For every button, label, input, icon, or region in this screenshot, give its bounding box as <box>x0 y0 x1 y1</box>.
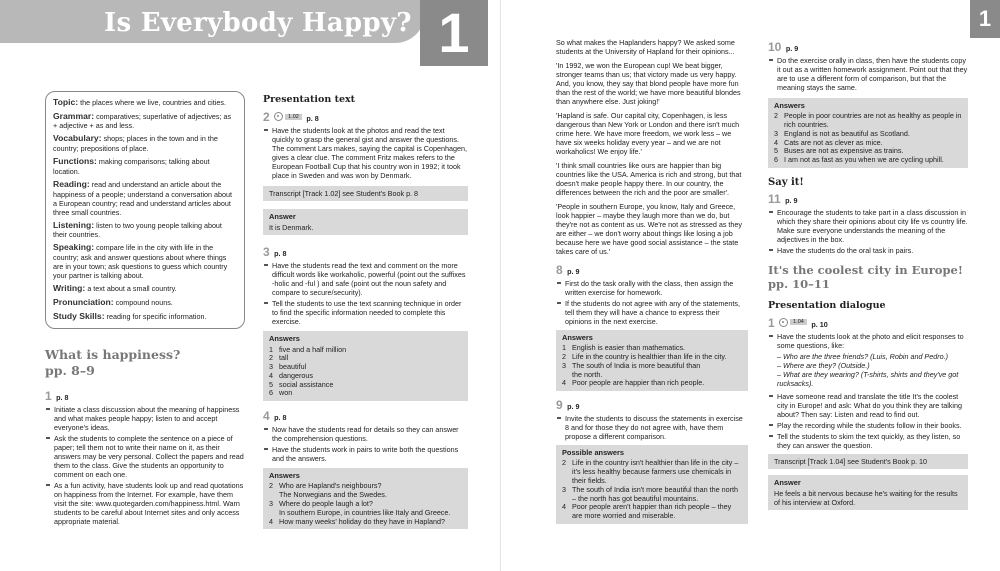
answer-item <box>562 503 742 521</box>
bullet: Tell the students to skim the text quickly, as they listen, so they can answer the question. <box>768 432 968 450</box>
answer-text: social assistance <box>279 379 334 389</box>
summary-item <box>53 156 237 176</box>
summary-label: Listening: <box>53 219 95 230</box>
exercise-page: p. 8 <box>274 249 287 259</box>
answers-heading: Answers <box>269 334 300 344</box>
exercise-number: 8 <box>556 263 563 277</box>
summary-label: Functions: <box>53 156 97 167</box>
summary-text: read and understand an article about the happiness of a people; understand a conversation about a European country; read and understand articles about three small countries. <box>53 179 233 217</box>
exercise-number: 10 <box>768 40 782 54</box>
answer-text: In southern Europe, in countries like Italy and Greece. <box>279 507 451 517</box>
column-1 <box>45 347 245 528</box>
sub-question: – Where are they? (Outside.) <box>777 360 870 370</box>
bullet: Initiate a class discussion about the meaning of happiness and what makes people happy; listen to and accept everyone's ideas. <box>45 405 245 432</box>
answers-heading: Possible answers <box>562 448 625 458</box>
exercise-8-bullets <box>556 279 748 326</box>
sub-question-text: Where are they? (Outside.) <box>783 360 870 370</box>
exercise-11 <box>768 190 968 208</box>
answer-heading: Answer <box>774 477 801 487</box>
answers-box <box>263 468 468 529</box>
answer-item <box>562 379 742 388</box>
answer-text: The south of India is more beautiful than <box>572 360 701 370</box>
bullet: Have the students look at the photo and elicit responses to some questions, like: <box>768 332 968 350</box>
summary-label: Pronunciation: <box>53 296 114 307</box>
summary-text: comparatives; superlative of adjectives; as + adjective + as and less. <box>53 111 232 131</box>
sub-questions <box>768 352 968 388</box>
exercise-10-bullets <box>768 56 968 92</box>
exercise-number: 2 <box>263 110 270 124</box>
answer-number: 5 <box>269 379 273 389</box>
answer-number: 2 <box>269 481 273 491</box>
summary-item <box>53 220 237 240</box>
exercise-page: p. 9 <box>567 402 580 412</box>
answer-number: 5 <box>774 146 778 156</box>
answer-text: The south of India isn't more beautiful than the north – the north has got beautiful mountains. <box>572 484 738 503</box>
transcript-bar: Transcript [Track 1.02] see Student's Book p. 8 <box>263 186 468 201</box>
summary-item <box>53 179 237 217</box>
answer-number: 2 <box>562 458 566 468</box>
answers-box <box>556 330 748 391</box>
answer-number: 2 <box>774 111 778 121</box>
answers-box <box>768 98 968 168</box>
answer-text: five and a half million <box>279 344 347 354</box>
presentation-text-heading: Presentation text <box>263 94 356 105</box>
student-quote: 'Hapland is safe. Our capital city, Copenhagen, is less dangerous than New York or London and there isn't much crime here. We have more freedom, we work less – we have six weeks holiday every year – and we are not workaholics! We enjoy life.' <box>556 111 740 156</box>
cd-icon <box>779 318 788 327</box>
summary-item <box>53 97 237 108</box>
answer-number: 4 <box>269 516 273 526</box>
exercise-number: 4 <box>263 409 270 424</box>
answer-number: 4 <box>562 502 566 512</box>
section-heading: What is happiness? pp. 8–9 <box>45 347 181 378</box>
summary-item <box>53 111 237 131</box>
exercise-9 <box>556 396 748 414</box>
exercise-1 <box>45 387 245 405</box>
answer-text: He feels a bit nervous because he's waiting for the results of his interview at Oxford. <box>774 488 958 507</box>
summary-text: compound nouns. <box>115 297 173 307</box>
answer-box <box>263 209 468 235</box>
answer-item <box>269 518 462 527</box>
exercise-9-bullets <box>556 414 748 441</box>
answer-text: dangerous <box>279 370 313 380</box>
answer-text: Poor people aren't happier than rich people – they are more worried and miserable. <box>572 502 732 521</box>
summary-item <box>53 297 237 308</box>
track-number: 1.02 <box>285 114 302 120</box>
answer-item <box>269 346 462 355</box>
answer-number: 4 <box>269 370 273 380</box>
summary-text: compare life in the city with life in the country; ask and answer questions about where things are in your town; ask questions to guess which country your partner is talking about. <box>53 243 228 281</box>
sub-question: – Who are the three friends? (Luis, Robin and Pedro.) <box>777 351 949 361</box>
bullet: First do the task orally with the class, then assign the written exercise for homework. <box>556 279 748 297</box>
intro-text: So what makes the Haplanders happy? We asked some students at the University of Hapland for their opinions... <box>556 38 735 56</box>
say-it-heading: Say it! <box>768 176 804 188</box>
summary-item <box>53 283 237 294</box>
answer-text: Cats are not as clever as mice. <box>784 137 883 147</box>
bullet: Now have the students read for details so they can answer the comprehension questions. <box>263 425 468 443</box>
answers-heading: Answers <box>562 333 593 342</box>
answer-number: 4 <box>562 378 566 388</box>
exercise-page: p. 10 <box>811 319 828 329</box>
summary-text: reading for specific information. <box>106 311 207 321</box>
answers-list <box>562 459 742 520</box>
answer-number: 3 <box>562 360 566 370</box>
exercise-2 <box>263 108 468 126</box>
summary-label: Study Skills: <box>53 310 105 321</box>
exercise-number: 11 <box>768 191 781 206</box>
exercise-number: 1 <box>45 389 52 404</box>
exercise-page: p. 9 <box>785 195 798 205</box>
sub-question-text: Who are the three friends? (Luis, Robin and Pedro.) <box>783 351 949 361</box>
page-title: Is Everybody Happy? <box>104 8 412 38</box>
presentation-dialogue-heading: Presentation dialogue <box>768 299 886 311</box>
answer-text: Who are Hapland's neighbours? <box>279 481 382 491</box>
answer-number: 2 <box>562 352 566 362</box>
exercise-4 <box>263 407 468 425</box>
student-quotes <box>556 61 748 256</box>
exercise-page: p. 8 <box>306 114 319 123</box>
answer-number: 6 <box>774 155 778 165</box>
answer-number: 1 <box>269 344 273 354</box>
answer-text: Buses are not as expensive as trains. <box>784 146 904 156</box>
answer-text: tall <box>279 353 289 363</box>
sub-question-text: What are they wearing? (T-shirts, shirts and they've got rucksacks). <box>777 369 959 388</box>
unit-summary-box <box>45 91 245 329</box>
bullet: Do the exercise orally in class, then have the students copy it out as a written homework assignment. Point out that they are to use a different form of comparison, but that the meaning stays the same. <box>768 56 968 92</box>
exercise-page: p. 9 <box>567 267 580 276</box>
bullet: Encourage the students to take part in a class discussion in which they share their opinions about city life vs country life. Make sure everyone understands the meaning of the adjectives in the box. <box>768 208 968 244</box>
answers-heading: Answers <box>774 101 805 110</box>
bullet: Have the students do the oral task in pairs. <box>768 246 968 255</box>
answers-box <box>263 331 468 401</box>
sub-question: – What are they wearing? (T-shirts, shirts and they've got rucksacks). <box>777 369 959 388</box>
exercise-1-bullets <box>45 405 245 526</box>
answer-text: Life in the country isn't healthier than life in the city – it's less healthy because farmers use chemicals in their fields. <box>572 458 739 485</box>
bullet: Play the recording while the students follow in their books. <box>768 421 968 430</box>
answers-list <box>774 112 962 165</box>
answer-number: 3 <box>269 362 273 372</box>
answers-list <box>562 344 742 388</box>
exercise-3-bullets <box>263 261 468 326</box>
summary-label: Vocabulary: <box>53 133 102 144</box>
answer-number: 3 <box>269 499 273 508</box>
bullet: Invite the students to discuss the statements in exercise 8 and for those they do not agree with, have them propose a different comparison. <box>556 414 748 441</box>
answer-text: Poor people are happier than rich people. <box>572 378 705 388</box>
exercise-1b-bullets <box>768 392 968 450</box>
summary-label: Writing: <box>53 283 86 294</box>
summary-text: listen to two young people talking about their countries. <box>53 220 222 240</box>
answer-item <box>269 381 462 390</box>
exercise-3 <box>263 243 468 261</box>
bullet: Have the students read the text and comment on the more difficult words like workaholic, powerful (point out the suffixes -holic and -ful ) and safe (point out the noun safety and compare to secure/security). <box>263 261 468 297</box>
summary-item <box>53 311 237 322</box>
summary-label: Speaking: <box>53 242 95 253</box>
summary-label: Reading: <box>53 178 90 189</box>
exercise-1b <box>768 314 968 332</box>
answer-text: won <box>279 388 293 398</box>
answer-number: 1 <box>562 343 566 353</box>
answer-item <box>562 459 742 485</box>
column-3 <box>556 38 748 524</box>
answers-list <box>269 346 462 399</box>
answers-list <box>269 482 462 526</box>
exercise-8 <box>556 261 748 279</box>
exercise-number: 9 <box>556 398 563 413</box>
exercise-11-bullets <box>768 208 968 255</box>
exercise-10 <box>768 38 968 56</box>
cd-icon <box>274 112 283 121</box>
column-4 <box>768 38 968 510</box>
exercise-number: 3 <box>263 245 270 260</box>
bullet: Ask the students to complete the sentence on a piece of paper; tell them not to write their name on it, as their answers may be very personal. Collect the papers and read them to the class. Give the students an opportunity to comment on each one. <box>45 434 245 479</box>
answer-text: It is Denmark. <box>269 223 314 233</box>
page-gutter <box>500 0 501 571</box>
answer-item <box>774 156 962 165</box>
summary-text: the places where we live, countries and cities. <box>80 98 226 107</box>
answer-heading: Answer <box>269 212 296 221</box>
exercise-4-bullets <box>263 425 468 463</box>
column-2 <box>263 94 468 529</box>
answer-number: 3 <box>562 484 566 494</box>
unit-number-tab-right: 1 <box>970 0 1000 38</box>
answer-number: 3 <box>774 128 778 138</box>
exercise-number: 1 <box>768 315 775 330</box>
exercise-page: p. 8 <box>274 413 287 423</box>
bullet: Tell the students to use the text scanning technique in order to find the specific information needed to complete this exercise. <box>263 299 468 326</box>
answer-text: the north. <box>572 369 603 379</box>
answer-text: People in poor countries are not as healthy as people in rich countries. <box>784 111 962 130</box>
answer-text: beautiful <box>279 362 307 372</box>
summary-item <box>53 133 237 153</box>
answer-text: Life in the country is healthier than life in the city. <box>572 352 727 362</box>
student-quote: 'In 1992, we won the European cup! We beat bigger, stronger teams than us; that victory made us very happy. And, you know, they say that blond people have more fun than the rest of the world; we have more beautiful blondes than anywhere else. Just joking!' <box>556 61 741 106</box>
bullet: As a fun activity, have students look up and read quotations on happiness from the Internet. For example, have them visit the site: www.quotegarden.com/happiness.html. Warn students to be careful about Internet sites and only access appropriate material. <box>45 481 245 526</box>
bullet: If the students do not agree with any of the statements, tell them they will have a chance to express their opinions in the next exercise. <box>556 299 748 326</box>
summary-text: a text about a small country. <box>87 284 177 294</box>
summary-item <box>53 242 237 280</box>
transcript-bar: Transcript [Track 1.04] see Student's Book p. 10 <box>768 454 968 469</box>
answer-text: I am not as fast as you when we are cycling uphill. <box>784 155 944 165</box>
coolest-city-heading: It's the coolest city in Europe! pp. 10–11 <box>768 262 963 292</box>
answers-box <box>556 445 748 524</box>
exercise-page: p. 8 <box>56 393 69 403</box>
answer-text: The Norwegians and the Swedes. <box>279 490 387 500</box>
student-quote: 'I think small countries like ours are happier than big countries like the USA. America is rich and strong, but that doesn't make people happy there. In our country, the differences between the rich and the poor are smaller'. <box>556 161 742 197</box>
unit-number-tab: 1 <box>420 0 488 66</box>
bullet: Have the students work in pairs to write both the questions and the answers. <box>263 445 468 463</box>
answer-text: Where do people laugh a lot? <box>279 499 373 508</box>
summary-label: Topic: <box>53 97 79 107</box>
bullet: Have someone read and translate the title It's the coolest city in Europe! and ask: What do you think they are talking about? Then say: Listen and read to find out. <box>768 392 968 419</box>
student-quote: 'People in southern Europe, you know, Italy and Greece, look happier – maybe they laugh more than we do, but they're not as content as us. We're not as stressed as they are either – we don't worry about things like losing a job because here we have good social assistance – the state takes care of us.' <box>556 202 742 256</box>
answer-text: How many weeks' holiday do they have in Hapland? <box>279 516 445 526</box>
answer-number: 6 <box>269 388 273 398</box>
summary-label: Grammar: <box>53 110 95 121</box>
answer-box <box>768 475 968 510</box>
answer-item <box>774 112 962 130</box>
answers-heading: Answers <box>269 471 300 481</box>
answer-number: 2 <box>269 353 273 363</box>
answer-item <box>562 486 742 504</box>
summary-text: making comparisons; talking about location. <box>53 157 210 176</box>
bullet: Have the students look at the photos and read the text quickly to grasp the general gist and answer the questions. The comment Lars makes, saying the capital is Copenhagen, gives a clear clue. The comment Fritz makes refers to the European Football Cup that his country won in 1992; it took place in Sweden and was won by Denmark. <box>263 126 468 180</box>
answer-text: England is not as beautiful as Scotland. <box>784 128 910 138</box>
answer-number: 4 <box>774 137 778 147</box>
answer-item <box>269 389 462 398</box>
summary-text: shops; places in the town and in the country; prepositions of place. <box>53 134 218 154</box>
track-number: 1.04 <box>790 319 807 325</box>
answer-text: English is easier than mathematics. <box>572 343 686 353</box>
exercise-page: p. 9 <box>785 44 799 53</box>
